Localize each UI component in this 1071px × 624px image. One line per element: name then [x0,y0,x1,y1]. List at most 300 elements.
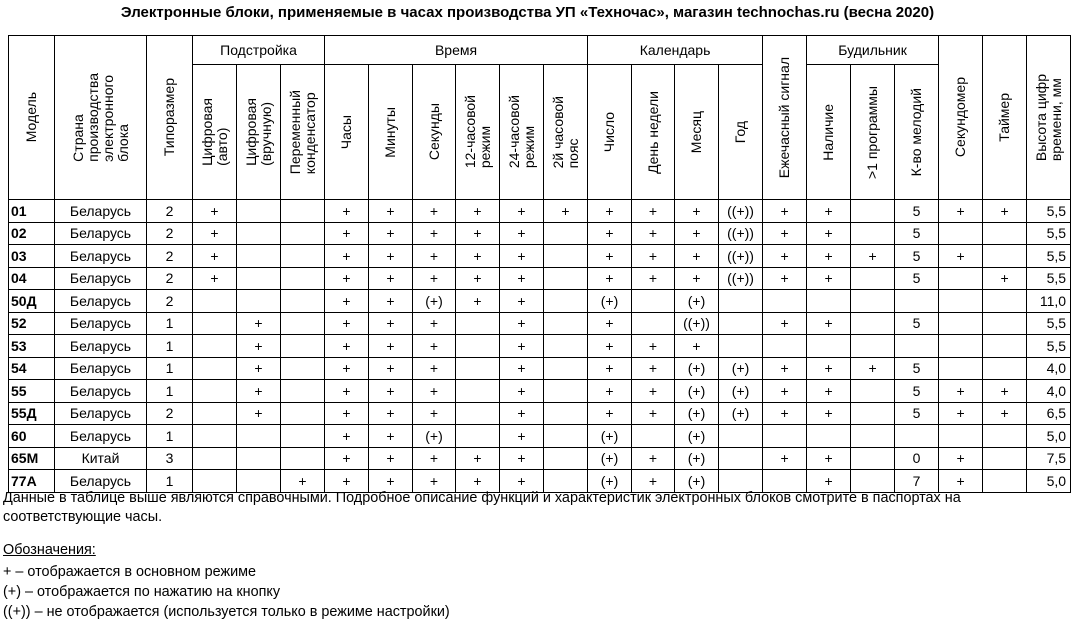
table-row [9,290,1071,313]
table-cell: + [325,267,369,290]
table-cell: + [237,312,281,335]
table-cell: 2 [147,200,193,223]
table-cell: + [939,470,983,493]
header-tuning-auto: Цифровая (авто) [193,65,237,200]
table-cell: + [281,470,325,493]
table-cell: 4,0 [1027,380,1071,403]
table-cell [237,245,281,268]
table-cell [456,357,500,380]
model-cell: 52 [9,312,55,335]
table-cell: + [369,357,413,380]
table-cell: + [325,402,369,425]
model-cell: 50Д [9,290,55,313]
table-cell: + [500,425,544,448]
header-group-alarm: Будильник [807,36,939,65]
table-cell: + [369,380,413,403]
table-cell: + [588,380,632,403]
table-cell: 2 [147,290,193,313]
table-cell: 5,5 [1027,245,1071,268]
table-cell: + [807,447,851,470]
table-cell: + [500,222,544,245]
header-size: Типоразмер [147,36,193,200]
table-cell: + [632,380,675,403]
table-cell: + [983,200,1027,223]
table-cell: (+) [675,447,719,470]
table-cell [632,312,675,335]
table-cell: + [500,200,544,223]
table-cell: + [413,380,456,403]
table-cell: 1 [147,380,193,403]
table-cell: ((+)) [719,200,763,223]
header-alarm-programs: >1 программы [851,65,895,200]
table-cell: 11,0 [1027,290,1071,313]
table-cell: + [807,470,851,493]
table-cell [983,312,1027,335]
table-cell: + [632,357,675,380]
table-row [9,402,1071,425]
table-cell: + [632,447,675,470]
table-cell: + [325,312,369,335]
table-cell [281,335,325,358]
country-cell: Беларусь [55,267,147,290]
table-cell: + [413,267,456,290]
table-cell: + [807,267,851,290]
table-cell: + [763,447,807,470]
table-cell [807,425,851,448]
table-cell: 5,5 [1027,335,1071,358]
table-cell: 2 [147,267,193,290]
table-cell [983,447,1027,470]
table-cell: + [675,200,719,223]
table-cell: + [807,245,851,268]
table-cell: 7,5 [1027,447,1071,470]
table-cell [719,312,763,335]
table-cell: + [632,335,675,358]
table-cell: 7 [895,470,939,493]
header-month: Месяц [675,65,719,200]
table-cell: 2 [147,222,193,245]
table-cell: + [763,312,807,335]
table-cell: 5,5 [1027,312,1071,335]
header-minutes: Минуты [369,65,413,200]
header-chime: Ежечасный сигнал [763,36,807,200]
table-cell: (+) [413,290,456,313]
table-cell [851,447,895,470]
table-cell: + [632,402,675,425]
table-cell: + [500,312,544,335]
table-cell: (+) [675,290,719,313]
table-cell [851,222,895,245]
table-cell: + [588,335,632,358]
table-cell [939,290,983,313]
table-cell: + [456,200,500,223]
table-cell [281,222,325,245]
table-cell [895,290,939,313]
table-cell: + [325,222,369,245]
table-cell [544,335,588,358]
table-cell [281,380,325,403]
country-cell: Беларусь [55,402,147,425]
table-cell: + [675,245,719,268]
table-cell: + [675,267,719,290]
table-cell: 1 [147,312,193,335]
table-cell [237,290,281,313]
header-weekday: День недели [632,65,675,200]
header-group-tuning: Подстройка [193,36,325,65]
table-cell: + [939,447,983,470]
table-row [9,200,1071,223]
country-cell: Беларусь [55,380,147,403]
table-row [9,357,1071,380]
table-cell [281,447,325,470]
model-cell: 55 [9,380,55,403]
table-cell: 1 [147,357,193,380]
table-cell: + [544,200,588,223]
table-cell: + [456,447,500,470]
legend-title: Обозначения: [3,542,96,558]
table-cell: + [500,357,544,380]
table-cell: + [763,245,807,268]
header-timer: Таймер [983,36,1027,200]
table-cell: + [413,245,456,268]
table-cell: + [807,380,851,403]
table-cell: + [369,267,413,290]
table-cell: + [763,267,807,290]
table-body [9,200,1071,493]
table-cell: + [983,402,1027,425]
table-cell: + [325,447,369,470]
table-cell [719,335,763,358]
table-cell: 1 [147,335,193,358]
table-cell: 5 [895,380,939,403]
table-cell [939,357,983,380]
reference-note: Данные в таблице выше являются справочными. Подробное описание функций и характеристик электронных блоков смотрите в паспортах на соответствующие часы. [3,490,961,525]
table-cell: + [675,222,719,245]
table-cell: (+) [719,357,763,380]
table-cell: + [369,470,413,493]
table-cell: + [413,402,456,425]
table-cell [632,290,675,313]
table-cell: + [456,245,500,268]
header-tuning-capacitor: Переменный конденсатор [281,65,325,200]
table-cell [281,425,325,448]
model-cell: 53 [9,335,55,358]
table-cell: + [807,312,851,335]
country-cell: Беларусь [55,470,147,493]
table-cell: + [763,222,807,245]
table-cell [544,290,588,313]
model-cell: 04 [9,267,55,290]
table-cell: 0 [895,447,939,470]
table-cell: + [588,245,632,268]
table-cell: + [369,447,413,470]
table-cell [939,222,983,245]
header-tuning-manual: Цифровая (вручную) [237,65,281,200]
table-row [9,312,1071,335]
table-cell: + [369,312,413,335]
table-cell: + [237,335,281,358]
table-cell [719,447,763,470]
table-cell [544,425,588,448]
model-cell: 77А [9,470,55,493]
table-cell [763,290,807,313]
table-cell: 3 [147,447,193,470]
table-cell: + [500,402,544,425]
table-cell: 5 [895,267,939,290]
table-row [9,425,1071,448]
table-cell [983,222,1027,245]
table-cell: + [369,222,413,245]
table-cell [456,335,500,358]
table-cell [281,267,325,290]
table-cell [851,200,895,223]
table-cell [544,380,588,403]
table-cell: + [939,200,983,223]
header-digit-height: Высота цифр времени, мм [1027,36,1071,200]
table-cell [544,357,588,380]
table-cell [456,312,500,335]
table-cell: ((+)) [675,312,719,335]
table-cell [544,222,588,245]
table-cell: + [939,245,983,268]
table-cell: + [193,245,237,268]
table-cell [281,402,325,425]
table-cell: + [237,402,281,425]
table-cell [281,312,325,335]
table-cell [237,425,281,448]
table-cell: + [588,267,632,290]
header-day: Число [588,65,632,200]
table-cell: (+) [675,425,719,448]
table-cell: + [413,357,456,380]
table-cell: + [413,447,456,470]
table-cell [281,200,325,223]
model-cell: 03 [9,245,55,268]
table-cell: 5 [895,200,939,223]
table-row [9,222,1071,245]
table-cell [544,245,588,268]
table-cell: ((+)) [719,267,763,290]
table-cell [895,425,939,448]
table-cell: + [500,267,544,290]
header-alarm-melodies: К-во мелодий [895,65,939,200]
table-cell: + [325,335,369,358]
table-cell: + [369,402,413,425]
table-cell [807,335,851,358]
table-cell [983,290,1027,313]
legend [3,562,450,622]
table-cell: ((+)) [719,245,763,268]
table-cell: + [939,380,983,403]
table-cell [851,290,895,313]
table-cell [851,380,895,403]
country-cell: Беларусь [55,425,147,448]
table-cell [851,335,895,358]
table-cell: 5 [895,245,939,268]
table-cell: + [763,402,807,425]
table-cell: + [807,357,851,380]
table-cell [281,290,325,313]
table-cell: + [369,425,413,448]
table-cell [281,245,325,268]
table-cell: + [763,200,807,223]
table-cell: + [413,200,456,223]
table-cell: + [632,245,675,268]
table-cell: + [500,447,544,470]
table-cell: + [851,357,895,380]
table-cell: (+) [588,470,632,493]
table-cell [719,290,763,313]
country-cell: Беларусь [55,290,147,313]
table-cell: + [807,200,851,223]
table-cell: 5 [895,312,939,335]
table-cell: + [325,425,369,448]
table-cell [851,425,895,448]
table-cell: + [413,312,456,335]
table-cell [983,335,1027,358]
table-cell: + [763,357,807,380]
table-cell: + [983,267,1027,290]
table-row [9,245,1071,268]
table-cell: + [456,267,500,290]
table-cell: 5 [895,222,939,245]
table-cell [807,290,851,313]
table-cell [763,425,807,448]
header-second-timezone: 2й часовой пояс [544,65,588,200]
model-cell: 54 [9,357,55,380]
table-cell: 5 [895,402,939,425]
country-cell: Беларусь [55,200,147,223]
table-cell: + [413,470,456,493]
table-cell [719,425,763,448]
table-cell: 5,5 [1027,200,1071,223]
table-cell: (+) [719,380,763,403]
table-cell: + [675,335,719,358]
table-cell: + [237,357,281,380]
table-cell: + [193,222,237,245]
table-cell [939,267,983,290]
table-cell: (+) [675,357,719,380]
header-stopwatch: Секундомер [939,36,983,200]
table-cell: + [588,312,632,335]
table-cell: + [851,245,895,268]
table-cell [237,447,281,470]
country-cell: Беларусь [55,222,147,245]
table-cell: (+) [588,290,632,313]
table-cell: + [807,402,851,425]
table-cell: + [500,470,544,493]
table-cell: 2 [147,245,193,268]
header-model: Модель [9,36,55,200]
table-cell: 2 [147,402,193,425]
header-mode-12: 12-часовой режим [456,65,500,200]
country-cell: Китай [55,447,147,470]
table-cell: + [369,200,413,223]
model-cell: 60 [9,425,55,448]
table-cell: + [763,380,807,403]
country-cell: Беларусь [55,335,147,358]
country-cell: Беларусь [55,312,147,335]
table-cell [544,267,588,290]
table-cell [237,222,281,245]
table-cell: (+) [413,425,456,448]
table-cell: + [632,222,675,245]
table-cell [193,380,237,403]
header-group-time: Время [325,36,588,65]
legend-item-button: (+) – отображается по нажатию на кнопку [3,584,281,600]
table-cell [193,335,237,358]
table-cell: (+) [588,447,632,470]
table-cell [983,245,1027,268]
model-cell: 65М [9,447,55,470]
table-cell [939,312,983,335]
page-title: Электронные блоки, применяемые в часах производства УП «Техночас», магазин technochas.ru (весна 2020) [120,4,935,21]
table-cell: + [588,200,632,223]
table-cell: + [369,290,413,313]
table-cell [456,380,500,403]
table-cell [193,290,237,313]
table-cell: 1 [147,425,193,448]
table-cell [456,402,500,425]
table-cell [456,425,500,448]
table-cell: 1 [147,470,193,493]
table-cell: + [369,335,413,358]
table-row [9,267,1071,290]
table-cell: + [500,290,544,313]
table-cell: (+) [719,402,763,425]
table-cell: + [500,335,544,358]
table-cell [763,335,807,358]
table-cell [851,312,895,335]
model-cell: 01 [9,200,55,223]
table-cell: + [456,470,500,493]
table-cell: + [983,380,1027,403]
table-cell [983,425,1027,448]
table-cell: (+) [675,380,719,403]
table-row [9,447,1071,470]
table-cell [939,335,983,358]
table-cell [193,402,237,425]
table-cell: + [456,290,500,313]
header-alarm-present: Наличие [807,65,851,200]
table-cell: + [807,222,851,245]
country-cell: Беларусь [55,245,147,268]
table-cell: + [500,245,544,268]
table-cell: + [325,290,369,313]
table-cell: 5,0 [1027,470,1071,493]
table-cell: + [588,357,632,380]
header-mode-24: 24-часовой режим [500,65,544,200]
table-cell: (+) [675,402,719,425]
header-year: Год [719,65,763,200]
table-cell: 5,5 [1027,267,1071,290]
table-cell: + [632,470,675,493]
table-cell [193,357,237,380]
table-cell: + [632,267,675,290]
model-cell: 02 [9,222,55,245]
electronic-units-table [8,35,1071,493]
table-cell [544,447,588,470]
table-cell [939,425,983,448]
table-row [9,380,1071,403]
table-cell [895,335,939,358]
table-cell: + [325,357,369,380]
table-cell [632,425,675,448]
table-cell: + [500,380,544,403]
table-cell [193,447,237,470]
table-cell: + [369,245,413,268]
header-hours: Часы [325,65,369,200]
